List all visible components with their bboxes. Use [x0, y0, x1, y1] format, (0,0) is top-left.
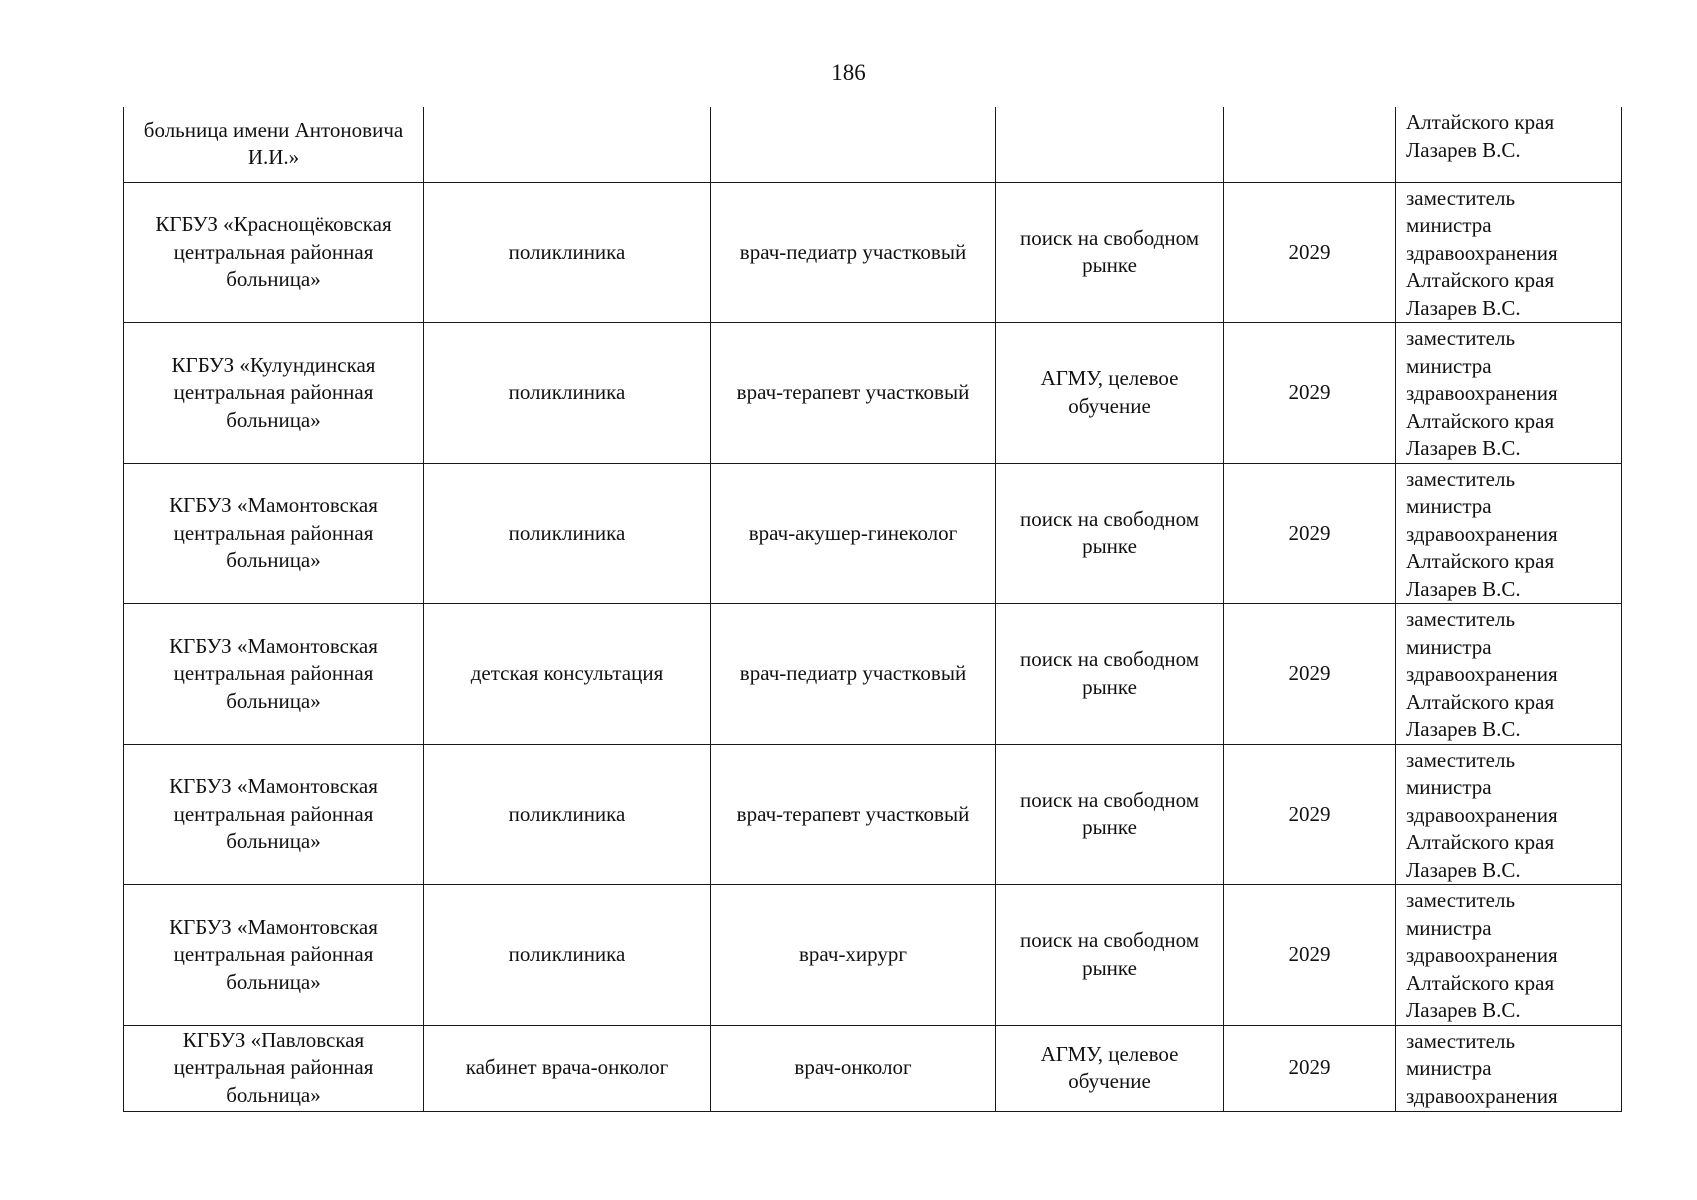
- staffing-table: [123, 107, 1622, 1112]
- responsible-cell: заместитель министра здравоохранения Алтайского края Лазарев В.С.: [1396, 463, 1622, 604]
- position-cell: врач-терапевт участковый: [711, 744, 996, 885]
- unit-cell: детская консультация: [424, 604, 711, 745]
- table-row: [124, 107, 1622, 182]
- organization-cell: КГБУЗ «Мамонтовская центральная районная больница»: [124, 885, 424, 1026]
- responsible-cell: заместитель министра здравоохранения: [1396, 1025, 1622, 1111]
- table-row: [124, 323, 1622, 464]
- position-cell: [711, 107, 996, 182]
- source-cell: поиск на свободном рынке: [996, 744, 1224, 885]
- unit-cell: поликлиника: [424, 885, 711, 1026]
- unit-cell: поликлиника: [424, 744, 711, 885]
- position-cell: врач-онколог: [711, 1025, 996, 1111]
- position-cell: врач-терапевт участковый: [711, 323, 996, 464]
- responsible-cell: Алтайского края Лазарев В.С.: [1396, 107, 1622, 182]
- responsible-cell: заместитель министра здравоохранения Алтайского края Лазарев В.С.: [1396, 744, 1622, 885]
- table-row: [124, 463, 1622, 604]
- source-cell: [996, 107, 1224, 182]
- position-cell: врач-акушер-гинеколог: [711, 463, 996, 604]
- source-cell: АГМУ, целевое обучение: [996, 1025, 1224, 1111]
- source-cell: поиск на свободном рынке: [996, 885, 1224, 1026]
- table-row: [124, 182, 1622, 323]
- year-cell: 2029: [1224, 182, 1396, 323]
- unit-cell: поликлиника: [424, 182, 711, 323]
- year-cell: 2029: [1224, 1025, 1396, 1111]
- table-row: [124, 744, 1622, 885]
- unit-cell: [424, 107, 711, 182]
- year-cell: 2029: [1224, 744, 1396, 885]
- organization-cell: больница имени Антоновича И.И.»: [124, 107, 424, 182]
- position-cell: врач-педиатр участковый: [711, 182, 996, 323]
- unit-cell: поликлиника: [424, 463, 711, 604]
- organization-cell: КГБУЗ «Мамонтовская центральная районная больница»: [124, 463, 424, 604]
- organization-cell: КГБУЗ «Мамонтовская центральная районная больница»: [124, 604, 424, 745]
- year-cell: 2029: [1224, 463, 1396, 604]
- position-cell: врач-педиатр участковый: [711, 604, 996, 745]
- source-cell: АГМУ, целевое обучение: [996, 323, 1224, 464]
- source-cell: поиск на свободном рынке: [996, 604, 1224, 745]
- year-cell: 2029: [1224, 323, 1396, 464]
- unit-cell: поликлиника: [424, 323, 711, 464]
- year-cell: [1224, 107, 1396, 182]
- page-number: 186: [831, 60, 866, 85]
- position-cell: врач-хирург: [711, 885, 996, 1026]
- responsible-cell: заместитель министра здравоохранения Алтайского края Лазарев В.С.: [1396, 885, 1622, 1026]
- source-cell: поиск на свободном рынке: [996, 182, 1224, 323]
- organization-cell: КГБУЗ «Мамонтовская центральная районная больница»: [124, 744, 424, 885]
- table-row: [124, 1025, 1622, 1111]
- year-cell: 2029: [1224, 604, 1396, 745]
- year-cell: 2029: [1224, 885, 1396, 1026]
- source-cell: поиск на свободном рынке: [996, 463, 1224, 604]
- responsible-cell: заместитель министра здравоохранения Алтайского края Лазарев В.С.: [1396, 323, 1622, 464]
- table-row: [124, 604, 1622, 745]
- organization-cell: КГБУЗ «Кулундинская центральная районная больница»: [124, 323, 424, 464]
- responsible-cell: заместитель министра здравоохранения Алтайского края Лазарев В.С.: [1396, 604, 1622, 745]
- unit-cell: кабинет врача-онколог: [424, 1025, 711, 1111]
- responsible-cell: заместитель министра здравоохранения Алтайского края Лазарев В.С.: [1396, 182, 1622, 323]
- organization-cell: КГБУЗ «Павловская центральная районная больница»: [124, 1025, 424, 1111]
- table-row: [124, 885, 1622, 1026]
- organization-cell: КГБУЗ «Краснощёковская центральная районная больница»: [124, 182, 424, 323]
